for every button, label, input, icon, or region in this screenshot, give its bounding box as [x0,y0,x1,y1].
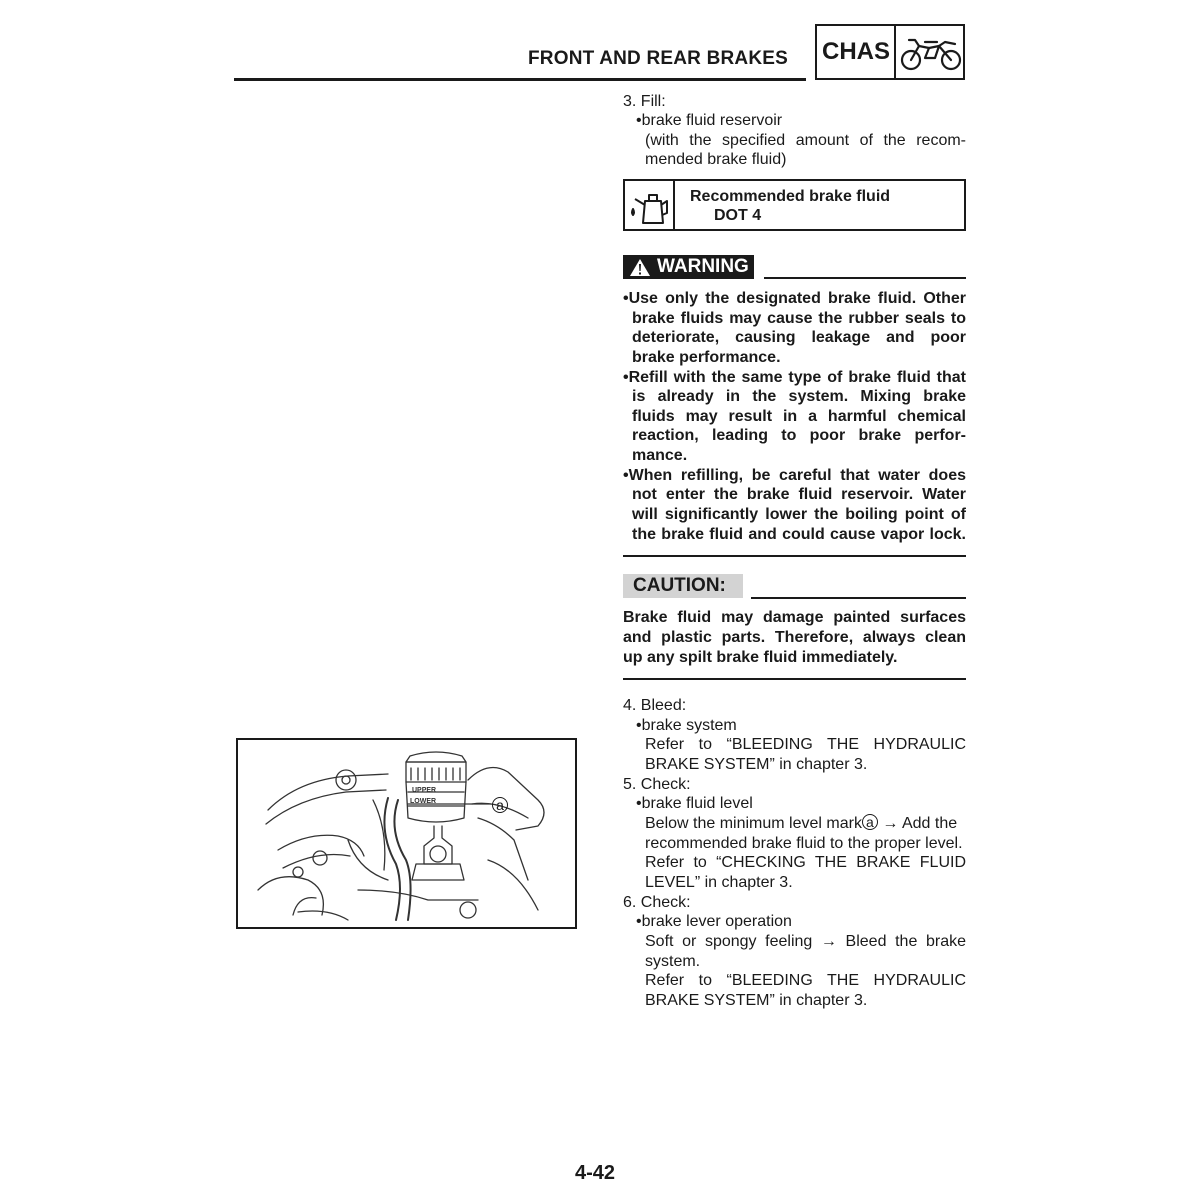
step-4-line: BRAKE SYSTEM” in chapter 3. [645,756,868,773]
step-6-line: Refer to “BLEEDING THE HYDRAULIC [645,972,966,989]
step-3-note-line: mended brake fluid) [645,151,787,168]
step-3-bullet: •brake fluid reservoir [636,112,783,129]
warning-line: mance. [632,447,688,464]
spec-box-divider [673,179,675,231]
reservoir-illustration [236,738,577,929]
spec-box-value: DOT 4 [714,207,762,224]
step-6-line: BRAKE SYSTEM” in chapter 3. [645,992,868,1009]
step-5-label: 5. Check: [623,776,691,793]
warning-line: will significantly lower the boiling point of [632,506,966,523]
motorcycle-icon [899,30,963,74]
warning-line: deteriorate, causing leakage and poor [632,329,966,346]
upper-level-label: UPPER [412,787,437,794]
warning-end-rule [623,555,966,557]
step-3-note-line: (with the specified amount of the recom- [645,132,966,149]
caution-badge: CAUTION: [623,574,743,598]
section-code: CHAS [822,38,891,65]
step-6-label: 6. Check: [623,894,691,911]
warning-line: is already in the system. Mixing brake [632,388,966,405]
caution-line: Brake fluid may damage painted surfaces [623,609,966,626]
warning-rule [764,277,966,279]
step-4-bullet: •brake system [636,717,737,734]
step-5-line: Refer to “CHECKING THE BRAKE FLUID [645,854,966,871]
section-tab-divider [894,24,896,80]
warning-line: brake performance. [632,349,781,366]
warning-line: •Refill with the same type of brake fluid that [623,369,966,386]
step-6-bullet: •brake lever operation [636,913,792,930]
caution-end-rule [623,678,966,680]
step-5-text: Below the minimum level mark [645,815,862,832]
warning-line: •Use only the designated brake fluid. Other [623,290,966,307]
step-4-label: 4. Bleed: [623,697,687,714]
warning-line: fluids may result in a harmful chemical [632,408,966,425]
step-6-line: system. [645,953,701,970]
step-5-line: recommended brake fluid to the proper level. [645,835,963,852]
lower-level-label: LOWER [410,798,437,805]
warning-line: reaction, leading to poor brake perfor- [632,427,966,444]
warning-line: brake fluids may cause the rubber seals to [632,310,966,327]
warning-line: the brake fluid and could cause vapor lock. [632,526,966,543]
warning-triangle-icon [629,258,651,277]
warning-label: WARNING [657,256,749,277]
warning-badge [623,255,754,279]
callout-a: a [492,797,508,813]
level-mark-callout: a [862,814,878,830]
caution-rule [751,597,966,599]
step-5-bullet: •brake fluid level [636,795,753,812]
step-3-label: 3. Fill: [623,93,666,110]
warning-line: not enter the brake fluid reservoir. Water [632,486,966,503]
caution-line: up any spilt brake fluid immediately. [623,649,898,666]
step-6-line: Soft or spongy feeling → Bleed the brake [645,933,966,950]
warning-line: •When refilling, be careful that water does [623,467,966,484]
step-5-line: LEVEL” in chapter 3. [645,874,793,891]
oil-can-icon [627,183,671,227]
spec-box-title: Recommended brake fluid [690,188,891,205]
section-title: FRONT AND REAR BRAKES [528,48,788,69]
page-number: 4-42 [575,1162,616,1184]
caution-line: and plastic parts. Therefore, always clean [623,629,966,646]
header-rule [234,78,806,81]
step-5-line [645,814,966,834]
reservoir-drawing [238,740,575,927]
step-5-text: → Add the [882,815,958,832]
step-4-line: Refer to “BLEEDING THE HYDRAULIC [645,736,966,753]
